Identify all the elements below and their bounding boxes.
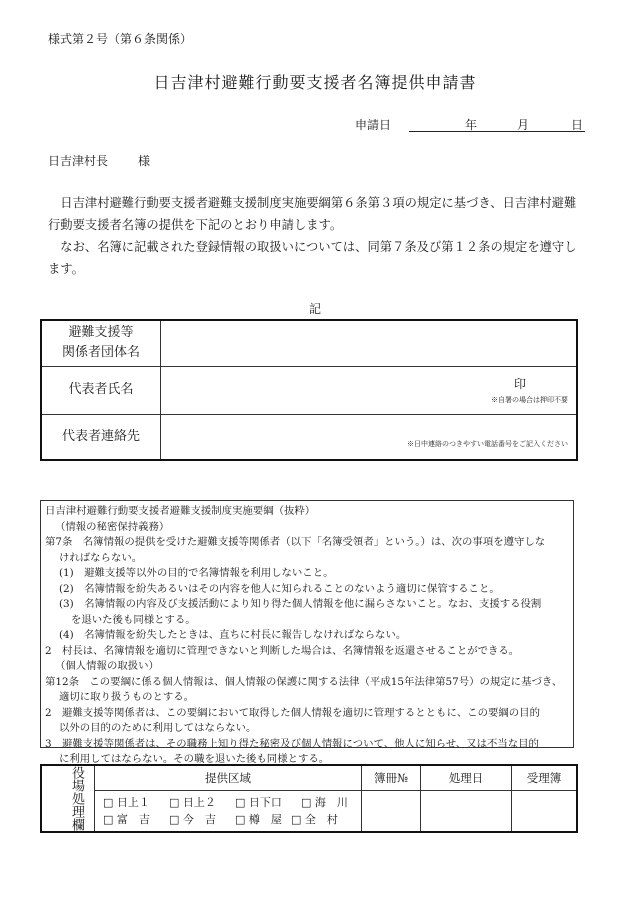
area-checkbox[interactable]: □ 日上１ — [103, 795, 150, 809]
addressee — [48, 152, 150, 169]
application-date-label: 申請日 — [355, 118, 392, 132]
rep-name-field[interactable] — [161, 366, 578, 414]
rep-name-label: 代表者氏名 — [41, 366, 161, 414]
seal-mark: 印 — [513, 376, 526, 391]
area-checkbox[interactable]: □ 全 村 — [291, 812, 338, 826]
excerpt-line: 日吉津村避難行動要支援者避難支援制度実施要綱（抜粋） — [45, 505, 316, 517]
addressee-name: 日吉津村長 — [48, 154, 109, 168]
area-checkbox[interactable]: □ 富 吉 — [103, 812, 150, 826]
org-name-label — [41, 320, 161, 366]
day-label: 日 — [571, 118, 584, 132]
excerpt-line: を退いた後も同様とする。 — [71, 613, 196, 626]
seal-note: ※自署の場合は押印不要 — [491, 395, 568, 404]
book-no-field[interactable] — [362, 790, 421, 832]
excerpt-line: に利用してはならない。その職を退いた後も同様とする。 — [59, 753, 330, 765]
excerpt-line: 第7条 名簿情報の提供を受けた避難支援等関係者（以下「名簿受領者」という。）は、次の事項を遵守しな — [45, 536, 546, 548]
excerpt-line: 2 村長は、名簿情報を適切に管理できないと判断した場合は、名簿情報を返還させることができる。 — [45, 644, 520, 657]
receipt-book-field[interactable] — [512, 790, 578, 832]
excerpt-line: 2 避難支援等関係者は、この要綱において取得した個人情報を適切に管理するとともに、この要綱の目的 — [45, 706, 540, 719]
area-checkbox[interactable]: □ 今 吉 — [169, 812, 216, 826]
application-date-field[interactable] — [409, 131, 585, 132]
processed-date-field[interactable] — [421, 790, 512, 832]
area-checkbox[interactable]: □ 日上２ — [169, 795, 216, 809]
excerpt-line: 以外の目的のために利用してはならない。 — [59, 722, 257, 734]
excerpt-line: （情報の秘密保持義務） — [55, 520, 170, 533]
excerpt-line: (1) 避難支援等以外の目的で名簿情報を利用しないこと。 — [59, 567, 334, 579]
org-name-label-line2: 関係者団体名 — [61, 345, 140, 361]
area-checkbox[interactable]: □ 海 川 — [301, 795, 348, 809]
excerpt-line: （個人情報の取扱い） — [55, 660, 159, 672]
rep-contact-field[interactable] — [161, 414, 578, 460]
guideline-excerpt-box — [40, 500, 574, 765]
area-header: 提供区域 — [95, 765, 362, 790]
application-form-table — [40, 319, 578, 461]
year-label: 年 — [465, 118, 478, 132]
excerpt-line: ければならない。 — [59, 551, 143, 564]
area-checkbox-grid — [95, 790, 362, 832]
contact-note: ※日中連絡のつきやすい電話番号をご記入ください — [407, 440, 568, 448]
addressee-suffix: 様 — [138, 154, 151, 168]
rep-contact-label: 代表者連絡先 — [41, 414, 161, 460]
body-paragraph: なお、名簿に記載された登録情報の取扱いについては、同第７条及び第１２条の規定を遵守します。 — [48, 240, 577, 276]
request-body — [48, 192, 584, 280]
document-title: 日吉津村避難行動要支援者名簿提供申請書 — [153, 73, 477, 92]
office-use-label — [41, 765, 95, 832]
excerpt-line: (3) 名簿情報の内容及び支援活動により知り得た個人情報を他に漏らさないこと。なお、支援する役割 — [59, 598, 542, 610]
excerpt-line: 3 避難支援等関係者は、その職務上知り得た秘密及び個人情報について、他人に知らせ、又は不当な目的 — [45, 737, 539, 750]
office-processing-table — [40, 764, 578, 833]
office-use-label-text: 役場処理欄 — [69, 766, 84, 831]
area-checkbox[interactable]: □ 日下口 — [235, 795, 282, 809]
processed-date-header: 処理日 — [421, 765, 512, 790]
application-date-row — [355, 116, 585, 134]
body-paragraph: 日吉津村避難行動要支援者避難支援制度実施要綱第６条第３項の規定に基づき、日吉津村避難行動要支援者名簿の提供を下記のとおり申請します。 — [48, 196, 577, 232]
org-name-label-line1: 避難支援等 — [68, 325, 134, 341]
org-name-field[interactable] — [161, 320, 578, 366]
book-no-header: 簿冊№ — [362, 765, 421, 790]
form-number: 様式第２号（第６条関係） — [48, 32, 193, 46]
excerpt-line: 適切に取り扱うものとする。 — [59, 691, 195, 703]
ki-heading: 記 — [308, 302, 321, 316]
excerpt-line: (2) 名簿情報を紛失あるいはその内容を他人に知られることのないよう適切に保管すること。 — [59, 582, 500, 595]
excerpt-line: 第12条 この要綱に係る個人情報は、個人情報の保護に関する法律（平成15年法律第57号）の規定に基づき、 — [45, 675, 563, 688]
excerpt-line: (4) 名簿情報を紛失したときは、直ちに村長に報告しなければならない。 — [59, 629, 407, 641]
month-label: 月 — [517, 118, 530, 132]
receipt-book-header: 受理簿 — [512, 765, 578, 790]
area-checkbox[interactable]: □ 樽 屋 — [235, 812, 282, 826]
